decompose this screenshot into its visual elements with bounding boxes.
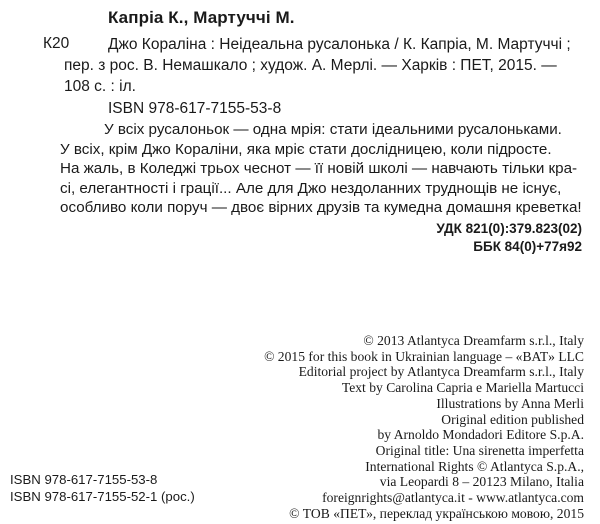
copyright-line: © ТОВ «ПЕТ», переклад українською мовою, 2015 [289,505,584,521]
entry-line: 108 с. : іл. [64,78,136,95]
copyright-line: Editorial project by Atlantyca Dreamfarm s.r.l., Italy [298,364,584,380]
copyright-line: via Leopardi 8 – 20123 Milano, Italia [379,474,584,490]
copyright-line: by Arnoldo Mondadori Editore S.p.A. [377,427,584,443]
isbn-line: ISBN 978-617-7155-53-8 [10,472,158,487]
annotation-line: У всіх русалоньок — одна мрія: стати ідеальними русалоньками. [104,121,562,138]
entry-isbn: ISBN 978-617-7155-53-8 [108,100,282,117]
bibliographic-entry [64,34,580,97]
copyright-line: Text by Carolina Capria e Mariella Martucci [341,380,584,396]
copyright-line: International Rights © Atlantyca S.p.A., [365,458,584,474]
bbk-code: ББК 84(0)+77я92 [473,239,582,254]
entry-line: пер. з рос. В. Немашкало ; худож. А. Мерлі. — Харків : ПЕТ, 2015. — [64,57,557,74]
isbn-list [10,471,195,505]
annotation-line: особливо коли поруч — двоє вірних друзів та кумедна домашня креветка! [60,199,582,217]
isbn-line: ISBN 978-617-7155-52-1 (рос.) [10,489,195,504]
copyright-line: Original edition published [441,411,584,427]
copyright-line: foreignrights@atlantyca.it - www.atlantyca.com [322,490,584,506]
udk-code: УДК 821(0):379.823(02) [436,221,582,236]
annotation-line: сі, елегантності і грації... Але для Джо нездоланних труднощів не існує, [60,179,562,197]
copyright-line: © 2015 for this book in Ukrainian language – «BAT» LLC [264,348,584,364]
copyright-line: © 2013 Atlantyca Dreamfarm s.r.l., Italy [363,333,584,348]
annotation-line: На жаль, в Коледжі трьох чеснот — її новій школі — навчають тільки кра- [60,160,578,178]
catalog-code: К20 [43,35,70,52]
annotation-line: У всіх, крім Джо Кораліни, яка мріє стати дослідницею, коли підросте. [60,140,552,158]
copyright-line: Original title: Una sirenetta imperfetta [375,442,584,458]
entry-line: Джо Кораліна : Неідеальна русалонька / К. Капріа, М. Мартуччі ; [108,36,571,53]
author-heading: Капріа К., Мартуччі М. [108,8,295,27]
copyright-line: Illustrations by Anna Merli [436,395,584,411]
annotation-paragraph [60,120,582,218]
copyright-block [264,333,584,521]
